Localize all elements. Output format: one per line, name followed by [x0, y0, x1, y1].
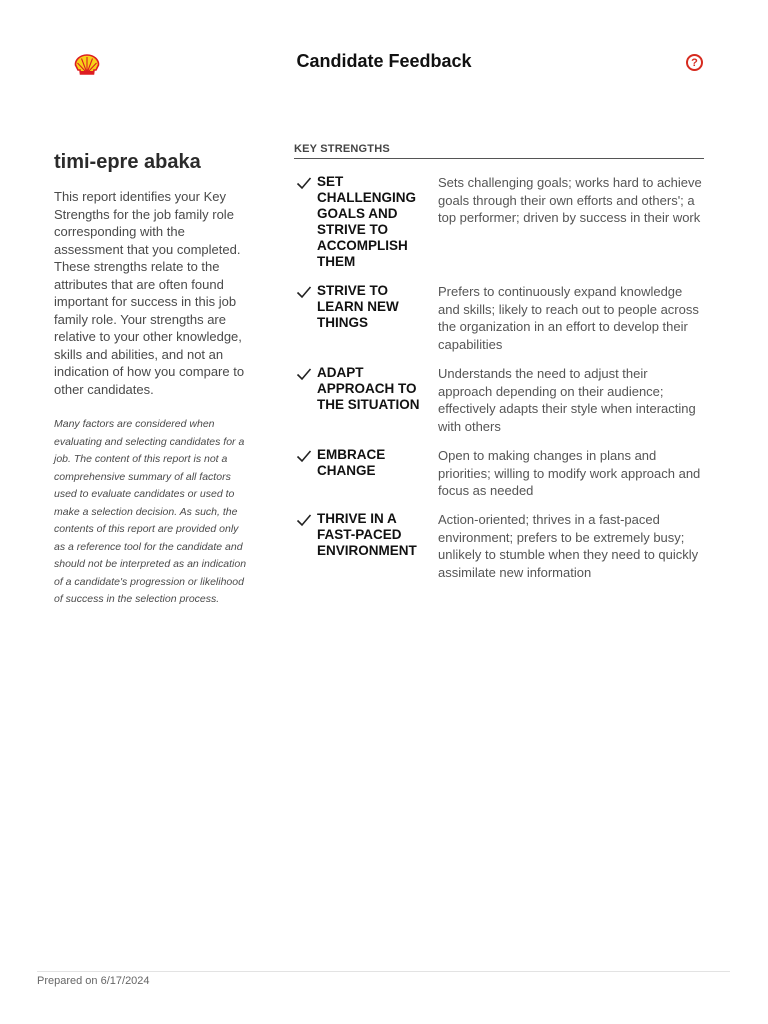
report-header: [0, 0, 768, 110]
strength-description: Prefers to continuously expand knowledge and skills; likely to reach out to people across the organization in an effort to develop their capabilities: [438, 284, 699, 352]
help-glyph: ?: [691, 56, 698, 69]
checkmark-icon: [296, 513, 312, 527]
strength-description: Sets challenging goals; works hard to achieve goals through their own efforts and others'; a top performer; driven by success in their work: [438, 175, 702, 225]
strength-description: Action-oriented; thrives in a fast-paced environment; prefers to be extremely busy; unlikely to stumble when they need to quickly assimilate new information: [438, 512, 699, 580]
footer-divider: [37, 971, 730, 972]
strength-title: STRIVE TO LEARN NEW THINGS: [317, 283, 399, 330]
checkmark-icon: [296, 449, 312, 463]
section-title: KEY STRENGTHS: [294, 143, 704, 159]
checkmark-icon: [296, 367, 312, 381]
key-strengths-section: [294, 143, 704, 580]
page-title: Candidate Feedback: [296, 51, 472, 71]
checkmark-icon: [296, 176, 312, 190]
strength-title: ADAPT APPROACH TO THE SITUATION: [317, 365, 420, 412]
help-icon[interactable]: [686, 54, 703, 71]
strength-title: THRIVE IN A FAST-PACED ENVIRONMENT: [317, 511, 417, 558]
prepared-date: Prepared on 6/17/2024: [37, 975, 150, 987]
strength-description: Open to making changes in plans and priorities; willing to modify work approach and focus as needed: [438, 448, 701, 498]
report-intro: This report identifies your Key Strengths for the job family role corresponding with the assessment that you completed. These strengths relate to the attributes that are often found important for success in this job family role. Your strengths are relative to your other knowledge, skills and abilities, and not an indication of how you compare to other candidates.: [54, 189, 245, 397]
report-disclaimer: Many factors are considered when evaluating and selecting candidates for a job. The content of this report is not a comprehensive summary of all factors used to evaluate candidates or used to make a selection decision. As such, the contents of this report are provided only as a reference tool for the candidate and should not be interpreted as an indication of a candidate's progression or likelihood of success in the selection process.: [54, 418, 247, 605]
candidate-name: timi-epre abaka: [54, 151, 201, 173]
candidate-summary: [54, 148, 250, 609]
checkmark-icon: [296, 285, 312, 299]
strength-title: EMBRACE CHANGE: [317, 447, 386, 478]
strength-description: Understands the need to adjust their approach depending on their audience; effectively adapts their style when interacting with others: [438, 366, 696, 434]
strength-title: SET CHALLENGING GOALS AND STRIVE TO ACCOMPLISH THEM: [317, 174, 416, 269]
